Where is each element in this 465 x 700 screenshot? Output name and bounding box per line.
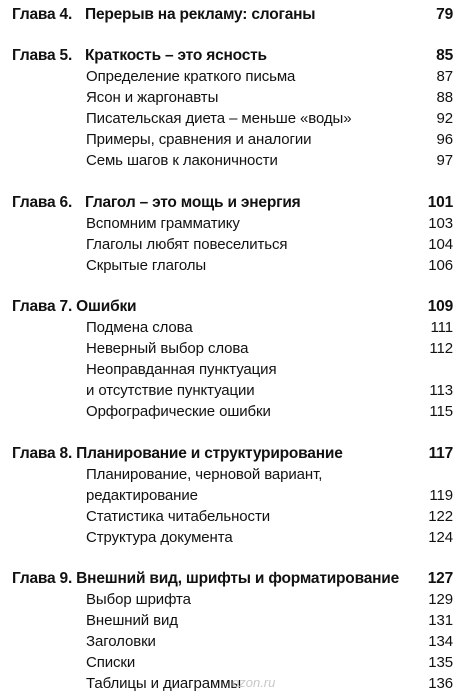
entry-title: Планирование, черновой вариант, xyxy=(86,466,323,483)
entry-page-number: 112 xyxy=(429,340,453,357)
entry-title: Заголовки xyxy=(86,633,156,650)
entry-title: Структура документа xyxy=(86,529,233,546)
chapter-label: Глава 4. xyxy=(12,6,73,23)
entry-title: Ясон и жаргонавты xyxy=(86,89,219,106)
toc-entry xyxy=(12,87,453,109)
toc-entry xyxy=(12,527,453,549)
toc-entry xyxy=(12,255,453,277)
chapter-title: Перерыв на рекламу: слоганы xyxy=(85,6,316,23)
entry-title: Определение краткого письма xyxy=(86,68,296,85)
entry-page-number: 92 xyxy=(436,110,453,127)
toc-entry xyxy=(12,317,453,339)
entry-title: и отсутствие пунктуации xyxy=(86,382,255,399)
entry-title: Внешний вид xyxy=(86,612,178,629)
entry-page-number: 124 xyxy=(428,529,453,546)
entry-page-number: 87 xyxy=(436,68,453,85)
entry-title: Подмена слова xyxy=(86,319,193,336)
entry-title: Вспомним грамматику xyxy=(86,215,240,232)
entry-title: Выбор шрифта xyxy=(86,591,191,608)
entry-title: Скрытые глаголы xyxy=(86,257,207,274)
chapter-title: Краткость – это ясность xyxy=(85,47,267,64)
chapter-page-number: 127 xyxy=(427,570,453,587)
entry-title: Семь шагов к лаконичности xyxy=(86,152,278,169)
toc-entry xyxy=(12,506,453,528)
chapter-page-number: 109 xyxy=(427,298,453,315)
toc-entry xyxy=(12,108,453,130)
toc-entry xyxy=(12,66,453,88)
entry-page-number: 135 xyxy=(428,654,453,671)
toc-entry xyxy=(12,380,453,402)
entry-page-number: 129 xyxy=(428,591,453,608)
toc-entry xyxy=(12,652,453,674)
entry-title: Неверный выбор слова xyxy=(86,340,249,357)
entry-page-number: 122 xyxy=(428,508,453,525)
entry-page-number: 134 xyxy=(428,633,453,650)
toc-entry xyxy=(12,631,453,653)
entry-title: Неоправданная пунктуация xyxy=(86,361,277,378)
chapter-7-heading xyxy=(12,296,453,318)
entry-page-number: 113 xyxy=(429,382,453,399)
entry-title: Статистика читабельности xyxy=(86,508,270,525)
entry-page-number: 106 xyxy=(428,257,453,274)
entry-page-number: 131 xyxy=(428,612,453,629)
toc-entry xyxy=(12,485,453,507)
entry-title: Таблицы и диаграммы xyxy=(86,675,242,692)
toc-entry xyxy=(12,359,453,381)
chapter-9-heading xyxy=(12,568,453,590)
chapter-label: Глава 8. xyxy=(12,445,73,462)
entry-title: Примеры, сравнения и аналогии xyxy=(86,131,312,148)
entry-page-number: 103 xyxy=(428,215,453,232)
toc-entry xyxy=(12,589,453,611)
toc-entry xyxy=(12,213,453,235)
watermark: ozon.ru xyxy=(232,675,276,690)
chapter-label: Глава 5. xyxy=(12,47,73,64)
entry-title: Глаголы любят повеселиться xyxy=(86,236,288,253)
entry-title: Орфографические ошибки xyxy=(86,403,271,420)
toc-entry xyxy=(12,610,453,632)
chapter-label: Глава 9. xyxy=(12,570,73,587)
entry-page-number: 115 xyxy=(429,403,453,420)
chapter-label: Глава 6. xyxy=(12,194,73,211)
entry-page-number: 104 xyxy=(428,236,453,253)
entry-page-number: 96 xyxy=(436,131,453,148)
chapter-title: Внешний вид, шрифты и форматирование xyxy=(76,570,400,587)
chapter-title: Глагол – это мощь и энергия xyxy=(85,194,301,211)
chapter-page-number: 117 xyxy=(428,445,453,462)
toc-entry xyxy=(12,234,453,256)
entry-title: Писательская диета – меньше «воды» xyxy=(86,110,352,127)
toc-entry xyxy=(12,338,453,360)
entry-title: Списки xyxy=(86,654,136,671)
chapter-4-heading xyxy=(12,4,453,26)
chapter-5-heading xyxy=(12,45,453,67)
toc-entry xyxy=(12,401,453,423)
entry-page-number: 136 xyxy=(428,675,453,692)
entry-title: редактирование xyxy=(86,487,198,504)
entry-page-number: 88 xyxy=(436,89,453,106)
chapter-page-number: 79 xyxy=(436,6,453,23)
entry-page-number: 97 xyxy=(436,152,453,169)
toc-entry xyxy=(12,150,453,172)
chapter-title: Ошибки xyxy=(76,298,137,315)
toc-entry xyxy=(12,464,453,486)
entry-page-number: 119 xyxy=(429,487,453,504)
chapter-6-heading xyxy=(12,192,453,214)
entry-page-number: 111 xyxy=(430,319,453,336)
chapter-title: Планирование и структурирование xyxy=(76,445,343,462)
chapter-8-heading xyxy=(12,443,453,465)
chapter-page-number: 101 xyxy=(427,194,453,211)
chapter-page-number: 85 xyxy=(436,47,453,64)
toc-entry xyxy=(12,129,453,151)
chapter-label: Глава 7. xyxy=(12,298,73,315)
